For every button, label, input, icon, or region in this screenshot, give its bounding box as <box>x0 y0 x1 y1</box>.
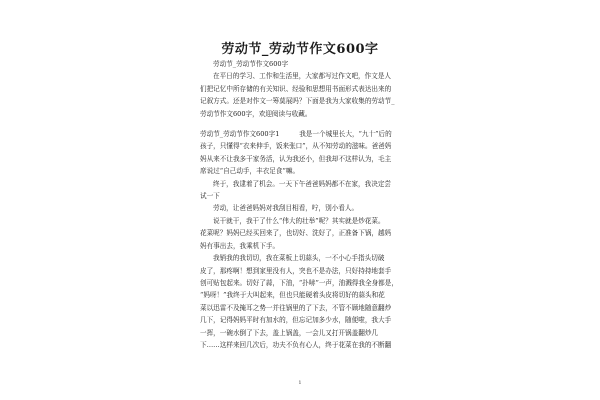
text-line: 孩子，只懂得“衣来伸手，饭来张口”，从不知劳动的滋味。爸爸妈 <box>200 142 392 151</box>
text-line: 妈有事出去，我乘机下手。 <box>200 241 280 250</box>
text-line: 说干就干，我干了什么“伟大的壮举”呢？其实就是炒花菜。 <box>213 216 385 225</box>
text-line: 劳动节作文600字，欢迎阅读与收藏。 <box>200 109 312 118</box>
text-line: 几下，记得妈妈平时有加水的，但忘记加多少水，随便啦，我大手 <box>200 316 392 325</box>
text-line: “妈呀！”我终于大叫起来，但也只能硬着头皮将切好的蒜头和花 <box>200 291 385 300</box>
text-line: 创可贴包起来。切好了蒜，下油，“扑哧”一声，油溅得我全身都是， <box>200 278 398 287</box>
text-line: 我销我的我切切，我在菜板上切蒜头，一不小心手指头切破 <box>213 254 385 263</box>
text-line: 试一下 <box>200 192 220 201</box>
page-number: 1 <box>298 380 302 386</box>
text-line: 终于，我逮着了机会。一天下午爸爸妈妈都不在家，我决定尝 <box>213 179 392 188</box>
text-line: 记叙方式。还是对作文一筹莫展吗？下面是我为大家收集的劳动节_ <box>200 97 395 106</box>
text-line: 菜以迅雷不及掩耳之势一并往锅里的了下去，不管不顾地随意翻炒 <box>200 303 392 312</box>
text-line: 在平日的学习、工作和生活里，大家都写过作文吧，作文是人 <box>213 72 392 81</box>
paragraph-gap <box>200 120 410 128</box>
text-line: 劳动节_劳动节作文600字 <box>213 60 289 68</box>
text-line: 妈从来不让我多干家务活，认为我还小，但我却不这样认为，毛主 <box>200 154 392 163</box>
document-title: 劳动节_劳动节作文600字 <box>221 42 379 57</box>
text-line: 下……这样来回几次后，功夫不负有心人，终于花菜在我的不断翻 <box>200 340 392 349</box>
text-line: 席说过“自己动手，丰衣足食”嘛。 <box>200 167 300 176</box>
text-line: 劳动，让爸爸妈妈对我刮目相看，咛，别小看人。 <box>213 204 359 213</box>
text-line: 劳动节_劳动节作文600字1 我是一个城里长大，“九十”后的 <box>200 130 392 139</box>
text-line: 皮了，那疼啊！想到家里没有人，突也不是办法，只好持持地套手 <box>200 266 392 275</box>
text-line: 一挥，一碗水倒了下去，盖上锅盖，一会儿又打开锅盖翻炒几 <box>200 328 379 337</box>
document-body <box>200 58 410 351</box>
text-line: 花菜呢？妈妈已经买回来了，也切好、洗好了，正准备下锅，越妈 <box>200 229 392 238</box>
text-line: 们把记忆中所存储的有关知识、经验和思想用书面形式表达出来的 <box>200 84 392 93</box>
